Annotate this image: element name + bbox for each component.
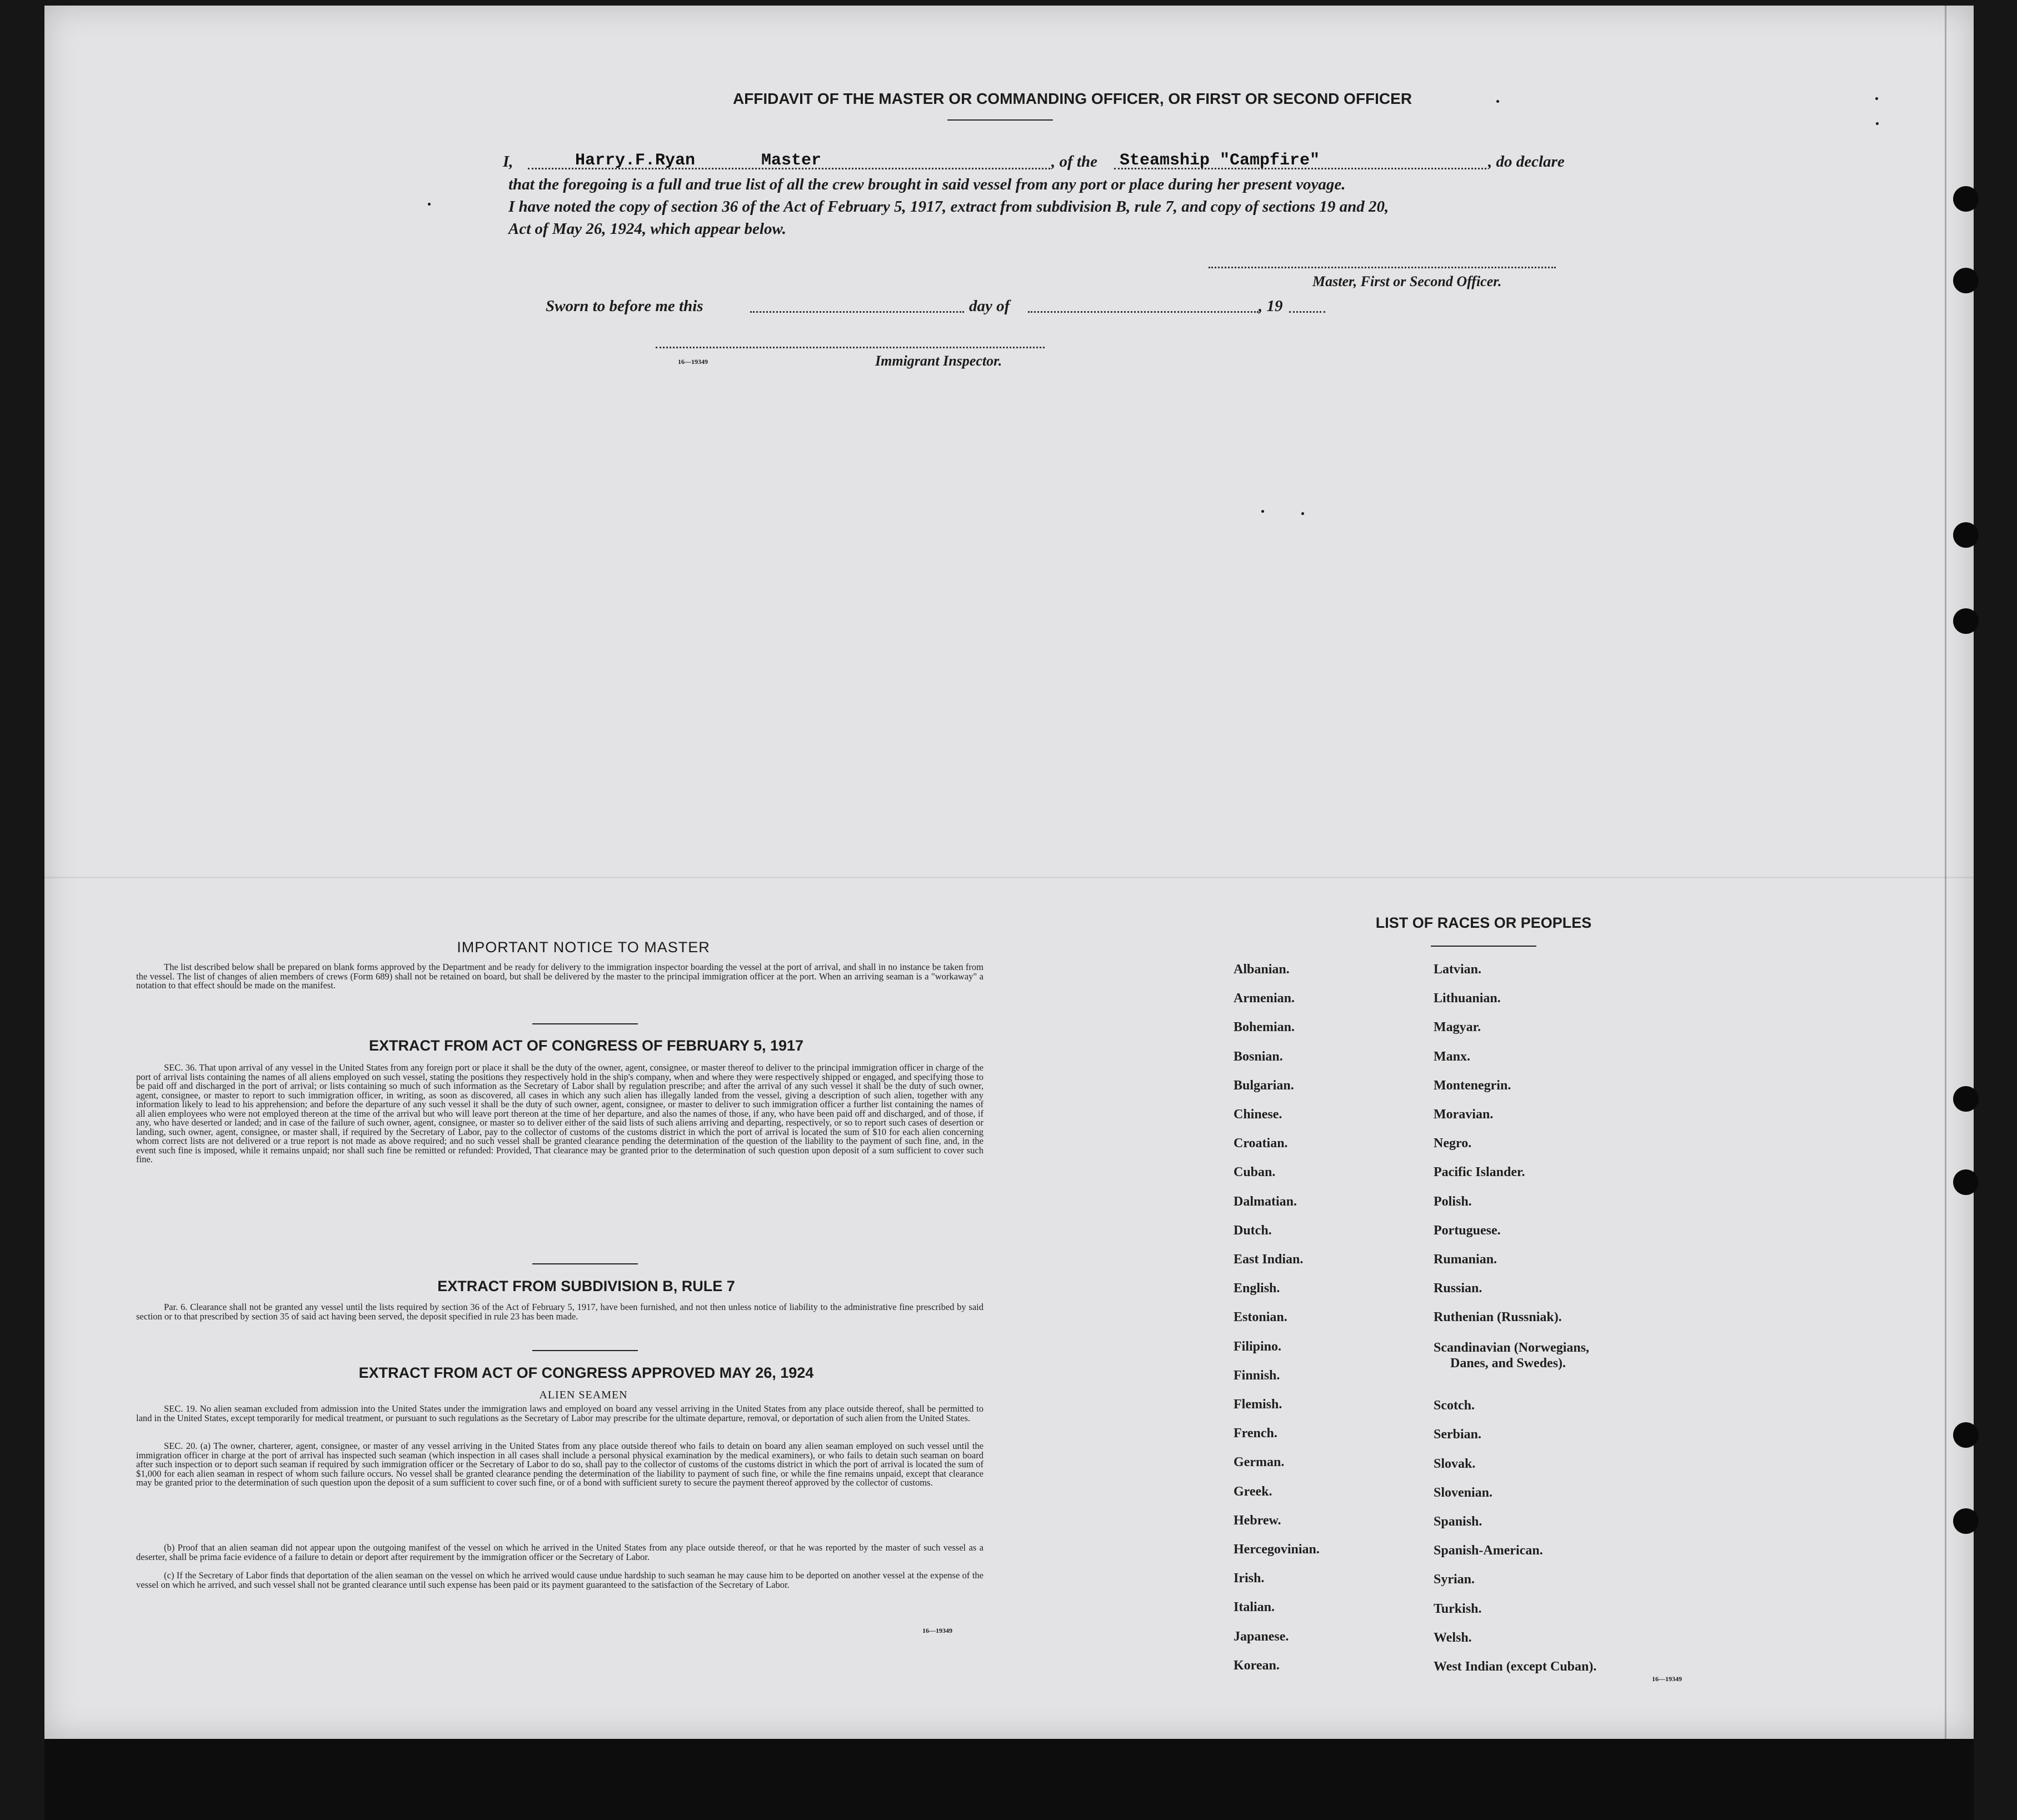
race-list-item: French. [1234, 1426, 1277, 1441]
sworn-year-label: , 19 [1259, 297, 1283, 315]
race-list-item: Syrian. [1434, 1572, 1475, 1587]
race-list-item: Finnish. [1234, 1368, 1280, 1383]
fold-line [44, 877, 1974, 878]
sheet-edge-line [1945, 6, 1946, 1739]
binding-hole-8 [1953, 1508, 1979, 1534]
scan-speck [1876, 122, 1879, 125]
affidavit-line3: I have noted the copy of section 36 of the Act of February 5, 1917, extract from subdivision B, rule 7, and copy of sections 19 and 20, [508, 198, 1389, 216]
race-list-item: Serbian. [1434, 1427, 1482, 1442]
race-list-item: Spanish-American. [1434, 1543, 1543, 1558]
inspector-signature-line [656, 347, 1045, 348]
race-list-item: Korean. [1234, 1658, 1280, 1673]
sworn-date-line [750, 311, 964, 313]
extract-1924-sec20b: (b) Proof that an alien seaman did not appear upon the outgoing manifest of the vessel on which he arrived in the United States from any place outside thereof, or that he was reported by the master of such vessel as a deserter, shall be prima facie evidence of a failure to detain or deport after requirement by the immigration officer or the Secretary of Labor. [136, 1542, 983, 1562]
race-list-item: Magyar. [1434, 1020, 1481, 1035]
affidavit-title-rule [947, 119, 1053, 121]
affidavit-line4: Act of May 26, 1924, which appear below. [508, 220, 786, 238]
race-list-item: Irish. [1234, 1571, 1265, 1586]
extract-1924-sec19: SEC. 19. No alien seaman excluded from admission into the United States under the immigration laws and employed on board any vessel arriving in the United States from any place outside thereof, shall be permitted to land in the United States, except temporarily for medical treatment, or pursuant to such regulations as the Secretary of Labor may prescribe for the ultimate departure, removal, or deportation of such alien from the United States. [136, 1403, 983, 1423]
race-list-item: Polish. [1434, 1194, 1472, 1209]
extract-1924-sec20a: SEC. 20. (a) The owner, charterer, agent, consignee, or master of any vessel arriving in the United States from any place outside thereof who fails to detain on board any alien seaman employed on such vessel until the immigration officer in charge at the port of arrival has inspected such seaman (which inspection in all cases shall include a personal physical examination by the medical examiners), or who fails to detain such seaman on board after such inspection or to deport such seaman if required by such immigration officer or the Secretary of Labor to do so, shall pay to the collector of customs of the customs district in which the port of arrival is located the sum of $1,000 for each alien seaman in respect of whom such failure occurs. No vessel shall be granted clearance pending the determination of the liability to payment of such fine, or while the fine remains unpaid, except that clearance may be granted prior to the determination of such question upon the deposit of a sum sufficient to cover such fine, or of a bond with sufficient surety to secure the payment thereof approved by the collector of customs. [136, 1441, 983, 1488]
sworn-day-label: day of [969, 297, 1010, 315]
notice-title: IMPORTANT NOTICE TO MASTER [457, 939, 710, 956]
race-list-item: Slovenian. [1434, 1485, 1493, 1500]
race-list-item: Cuban. [1234, 1165, 1276, 1180]
race-list-item: Dutch. [1234, 1223, 1272, 1238]
sworn-year-line [1289, 311, 1325, 313]
race-list-item: Italian. [1234, 1600, 1275, 1615]
extract-1917-title: EXTRACT FROM ACT OF CONGRESS OF FEBRUARY 5, 1917 [368, 1037, 804, 1054]
race-list-item: Portuguese. [1434, 1223, 1501, 1238]
race-list-item: Danes, and Swedes). [1450, 1356, 1566, 1371]
binding-hole-6 [1953, 1169, 1979, 1195]
race-list-item: East Indian. [1234, 1252, 1304, 1267]
extract-1924-sec20c: (c) If the Secretary of Labor finds that deportation of the alien seaman on the vessel on which he arrived would cause undue hardship to such seaman he may cause him to be deported on another vessel at the expense of the vessel on which he arrived, and such vessel shall not be granted clearance until such expense has been paid or its payment guaranteed to the satisfaction of the Secretary of Labor. [136, 1570, 983, 1590]
scan-speck [1301, 512, 1304, 515]
scan-speck [1261, 510, 1264, 513]
binding-hole-1 [1953, 186, 1979, 212]
race-list-item: Dalmatian. [1234, 1194, 1297, 1209]
race-list-item: Japanese. [1234, 1629, 1289, 1644]
scan-bottom-border [44, 1739, 1974, 1820]
race-list-item: Montenegrin. [1434, 1078, 1511, 1093]
affidavit-line1-suffix: , do declare [1488, 153, 1565, 171]
scan-speck [1875, 97, 1878, 100]
race-list-item: Greek. [1234, 1484, 1272, 1499]
extract-rule7-rule [532, 1350, 638, 1351]
race-list-item: Albanian. [1234, 962, 1290, 977]
race-list-item: Russian. [1434, 1281, 1482, 1296]
affidavit-title: AFFIDAVIT OF THE MASTER OR COMMANDING OFFICER, OR FIRST OR SECOND OFFICER [732, 90, 1412, 107]
vessel-name-value: Steamship "Campfire" [1120, 151, 1320, 170]
master-role-value: Master [761, 151, 822, 170]
race-list-item: Filipino. [1234, 1339, 1282, 1354]
races-title: LIST OF RACES OR PEOPLES [1375, 914, 1592, 931]
signature-caption: Master, First or Second Officer. [1312, 273, 1502, 289]
race-list-item: Ruthenian (Russniak). [1434, 1310, 1562, 1325]
sworn-month-line [1028, 311, 1259, 313]
race-list-item: Latvian. [1434, 962, 1482, 977]
master-name-value: Harry.F.Ryan [575, 151, 696, 170]
race-list-item: Croatian. [1234, 1136, 1288, 1151]
extract-1924-form-number: 16—19349 [922, 1627, 952, 1634]
race-list-item: Hercegovinian. [1234, 1542, 1320, 1557]
race-list-item: Armenian. [1234, 991, 1295, 1006]
race-list-item: German. [1234, 1455, 1285, 1470]
binding-hole-4 [1953, 608, 1979, 634]
extract-rule7-title: EXTRACT FROM SUBDIVISION B, RULE 7 [437, 1278, 735, 1294]
race-list-item: Manx. [1434, 1049, 1470, 1064]
scan-speck [428, 203, 431, 206]
race-list-item: Bohemian. [1234, 1020, 1295, 1035]
race-list-item: Spanish. [1434, 1514, 1482, 1529]
races-title-rule [1431, 946, 1536, 947]
inspector-caption: Immigrant Inspector. [875, 353, 1002, 369]
race-list-item: Scotch. [1434, 1398, 1475, 1413]
race-list-item: Turkish. [1434, 1601, 1482, 1616]
extract-1924-title: EXTRACT FROM ACT OF CONGRESS APPROVED MAY 26, 1924 [358, 1364, 814, 1381]
affidavit-line1-middle: , of the [1051, 153, 1097, 171]
affidavit-line2: that the foregoing is a full and true list of all the crew brought in said vessel from any port or place during her present voyage. [508, 176, 1346, 193]
race-list-item: Flemish. [1234, 1397, 1282, 1412]
signature-line [1209, 267, 1556, 268]
binding-hole-2 [1953, 268, 1979, 293]
affidavit-form-number: 16—19349 [678, 358, 708, 366]
extract-1917-rule [532, 1263, 638, 1264]
race-list-item: Negro. [1434, 1136, 1472, 1151]
race-list-item: Hebrew. [1234, 1513, 1281, 1528]
extract-1917-body: SEC. 36. That upon arrival of any vessel in the United States from any foreign port or place it shall be the duty of the owner, agent, consignee, or master thereof to deliver to the principal immigration officer in charge of the port of arrival lists containing the names of all aliens employed on such vessel, stating the positions they respectively hold in the ship's company, when and where they were respectively shipped or engaged, and specifying those to be paid off and discharged in the port of arrival; or lists containing so much of such information as the Secretary of Labor shall by regulation prescribe; and after the arrival of any such vessel it shall be the duty of such owner, agent, consignee, or master to report to such immigration officer, in writing, as soon as discovered, all cases in which any such alien has illegally landed from the vessel, giving a description of such alien, together with any information likely to lead to his apprehension; and before the departure of any such vessel it shall be the duty of such owner, agent, consignee, or master to deliver to such immigration officer a further list containing the names of all alien employees who were not employed thereon at the time of the arrival but who will leave port thereon at the time of her departure, and also the names of those, if any, who have been paid off and discharged, and of those, if any, who have deserted or landed; and in case of the failure of such owner, agent, consignee, or master so to deliver either of the said lists of such aliens arriving and departing, respectively, or so to report such cases of desertion or landing, such owner, agent, consignee, or master shall, if required by the Secretary of Labor, pay to the collector of customs of the customs district in which the port of arrival is located the sum of $10 for each alien concerning whom correct lists are not delivered or a true report is not made as above required; and no such vessel shall be granted clearance pending the determination of the question of the liability to the payment of such fine, and, in the event such fine is imposed, while it remains unpaid; nor shall such fine be remitted or refunded: Provided, That clearance may be granted prior to the determination of such question upon deposit of a sum sufficient to cover such fine. [136, 1062, 983, 1164]
race-list-item: Lithuanian. [1434, 991, 1501, 1006]
race-list-item: Moravian. [1434, 1107, 1494, 1122]
extract-1924-subtitle: ALIEN SEAMEN [539, 1389, 628, 1401]
sworn-prefix: Sworn to before me this [546, 297, 703, 315]
binding-hole-7 [1953, 1422, 1979, 1448]
race-list-item: Slovak. [1434, 1456, 1476, 1471]
binding-hole-3 [1953, 522, 1979, 548]
binding-hole-5 [1953, 1086, 1979, 1112]
race-list-item: Estonian. [1234, 1310, 1287, 1325]
race-list-item: Pacific Islander. [1434, 1165, 1525, 1180]
race-list-item: Rumanian. [1434, 1252, 1497, 1267]
extract-rule7-body: Par. 6. Clearance shall not be granted any vessel until the lists required by section 36 of the Act of February 5, 1917, have been furnished, and not then unless notice of liability to the administrative fine prescribed by said section or to that prescribed by section 35 of said act having been served, the deposit specified in rule 23 has been made. [136, 1302, 983, 1322]
document-sheet [44, 6, 1974, 1739]
race-list-item: Chinese. [1234, 1107, 1282, 1122]
race-list-item: Bosnian. [1234, 1049, 1283, 1064]
races-form-number: 16—19349 [1652, 1675, 1682, 1683]
race-list-item: Bulgarian. [1234, 1078, 1294, 1093]
race-list-item: Welsh. [1434, 1630, 1472, 1645]
affidavit-line1-prefix: I, [503, 153, 513, 171]
race-list-item: English. [1234, 1281, 1280, 1296]
race-list-item: Scandinavian (Norwegians, [1434, 1340, 1590, 1355]
notice-body: The list described below shall be prepared on blank forms approved by the Department and be ready for delivery to the immigration inspector boarding the vessel at the port of arrival, and shall in no instance be taken from the vessel. The list of changes of alien members of crews (Form 689) shall not be retained on board, but shall be delivered by the master to the principal immigration officer at the port. When an arriving seaman is a "workaway" a notation to that effect should be made on the manifest. [136, 962, 983, 991]
notice-rule [532, 1023, 638, 1024]
race-list-item: West Indian (except Cuban). [1434, 1659, 1597, 1674]
